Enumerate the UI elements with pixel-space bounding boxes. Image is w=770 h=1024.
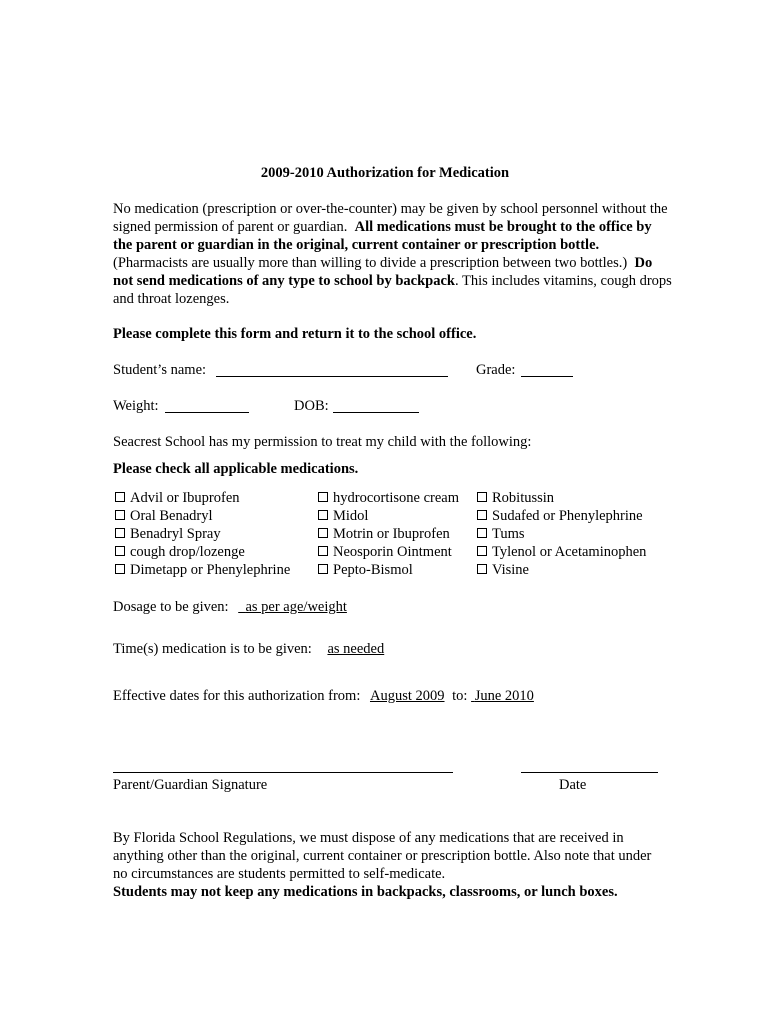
med-label: hydrocortisone cream (333, 490, 460, 506)
med-option[interactable] (115, 525, 290, 543)
medication-column-2 (318, 489, 459, 579)
dates-label: Effective dates for this authorization from: (113, 688, 361, 704)
parent-signature-line[interactable] (113, 772, 453, 773)
checkbox[interactable] (115, 492, 125, 502)
intro-text-3: . This includes vitamins, cough drops and throat lozenges. (113, 273, 672, 307)
permission-text: Seacrest School has my permission to treat my child with the following: (113, 434, 532, 450)
intro-bold-1: All medications must be brought to the office by the parent or guardian in the original, current container or prescription bottle. (113, 219, 652, 253)
checkbox[interactable] (477, 564, 487, 574)
med-option[interactable] (318, 507, 459, 525)
dob-label: DOB: (294, 398, 329, 414)
med-option[interactable] (115, 507, 290, 525)
dob-field[interactable] (333, 412, 419, 413)
intro-paragraph (113, 200, 673, 308)
checkbox[interactable] (115, 546, 125, 556)
footer-paragraph (113, 829, 653, 901)
checkbox[interactable] (477, 510, 487, 520)
med-label: Pepto-Bismol (333, 562, 413, 578)
med-option[interactable] (477, 507, 646, 525)
med-label: Midol (333, 508, 369, 524)
times-label: Time(s) medication is to be given: (113, 641, 312, 657)
med-option[interactable] (477, 543, 646, 561)
grade-label: Grade: (476, 362, 516, 378)
parent-signature-label: Parent/Guardian Signature (113, 777, 268, 793)
student-name-label: Student’s name: (113, 362, 207, 378)
checkbox[interactable] (477, 546, 487, 556)
med-option[interactable] (318, 525, 459, 543)
checkbox[interactable] (115, 528, 125, 538)
medication-column-3 (477, 489, 646, 579)
med-label: Advil or Ibuprofen (130, 490, 240, 506)
med-option[interactable] (477, 525, 646, 543)
instruction-text: Please complete this form and return it to the school office. (113, 326, 477, 342)
medication-column-1 (115, 489, 290, 579)
intro-text-1: No medication (prescription or over-the-counter) may be given by school personnel without the signed permission of parent or guardian. (113, 201, 668, 235)
med-option[interactable] (318, 543, 459, 561)
date-label: Date (559, 777, 587, 793)
med-label: Oral Benadryl (130, 508, 213, 524)
form-title: 2009-2010 Authorization for Medication (260, 165, 510, 181)
med-option[interactable] (115, 489, 290, 507)
med-label: Tums (492, 526, 525, 542)
weight-label: Weight: (113, 398, 159, 414)
med-label: Dimetapp or Phenylephrine (130, 562, 291, 578)
med-label: Tylenol or Acetaminophen (492, 544, 647, 560)
med-label: cough drop/lozenge (130, 544, 245, 560)
times-value[interactable]: as needed (327, 641, 385, 657)
dosage-value[interactable] (238, 599, 347, 615)
checkbox[interactable] (115, 564, 125, 574)
dates-from[interactable]: August 2009 (369, 688, 445, 704)
dates-to-text: June 2010 (474, 688, 534, 704)
checkbox[interactable] (115, 510, 125, 520)
checkbox[interactable] (318, 510, 328, 520)
intro-bold-2: Do not send medications of any type to school by backpack (113, 255, 653, 289)
med-label: Neosporin Ointment (333, 544, 452, 560)
med-label: Sudafed or Phenylephrine (492, 508, 643, 524)
date-signature-line[interactable] (521, 772, 658, 773)
footer-text: By Florida School Regulations, we must dispose of any medications that are received in anything other than the original, current container or prescription bottle. Also note that under no circumstances are students permitted to self-medicate. (113, 830, 652, 882)
checkbox[interactable] (318, 492, 328, 502)
check-heading: Please check all applicable medications. (113, 461, 359, 477)
dates-to-label: to: (452, 688, 468, 704)
intro-text-2: (Pharmacists are usually more than willing to divide a prescription between two bottles.) (113, 255, 628, 271)
med-label: Visine (492, 562, 529, 578)
dosage-label: Dosage to be given: (113, 599, 229, 615)
med-option[interactable] (477, 561, 646, 579)
dosage-row (113, 598, 347, 616)
student-name-field[interactable] (216, 376, 448, 377)
med-label: Benadryl Spray (130, 526, 221, 542)
med-option[interactable] (477, 489, 646, 507)
med-label: Motrin or Ibuprofen (333, 526, 450, 542)
checkbox[interactable] (477, 492, 487, 502)
checkbox[interactable] (318, 528, 328, 538)
times-row (113, 640, 384, 658)
grade-field[interactable] (521, 376, 573, 377)
dosage-value-text: as per age/weight (245, 599, 347, 615)
med-option[interactable] (115, 543, 290, 561)
med-option[interactable] (115, 561, 290, 579)
checkbox[interactable] (477, 528, 487, 538)
weight-field[interactable] (165, 412, 249, 413)
checkbox[interactable] (318, 546, 328, 556)
dates-row (113, 687, 534, 705)
checkbox[interactable] (318, 564, 328, 574)
footer-bold: Students may not keep any medications in backpacks, classrooms, or lunch boxes. (113, 884, 618, 900)
dates-to[interactable] (471, 688, 534, 704)
med-label: Robitussin (492, 490, 555, 506)
med-option[interactable] (318, 489, 459, 507)
med-option[interactable] (318, 561, 459, 579)
